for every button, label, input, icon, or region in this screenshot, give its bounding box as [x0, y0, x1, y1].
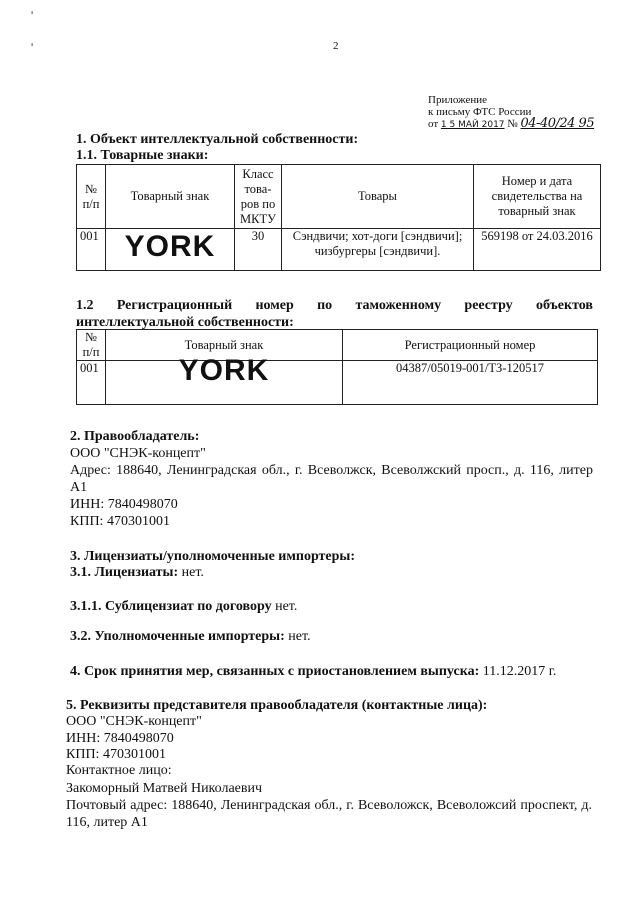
- table-row: [77, 229, 601, 271]
- cell-goods: Сэндвичи; хот-доги [сэндвичи]; чизбургеры [сэндвичи].: [282, 229, 474, 271]
- postal-address: Почтовый адрес: 188640, Ленинградская обл., г. Всеволожск, Всеволожсий проспект, д. 116, литер А1: [66, 798, 592, 830]
- registry-table: [76, 329, 598, 405]
- licensees-label: 3.1. Лицензиаты:: [70, 565, 179, 580]
- section5-heading: 5. Реквизиты представителя правообладателя (контактные лица):: [66, 698, 488, 713]
- trademark-text: YORK: [178, 354, 270, 387]
- appendix-date-line: [428, 118, 594, 131]
- page-number: 2: [333, 40, 339, 52]
- term-line: [70, 663, 556, 680]
- cell-certificate: 569198 от 24.03.2016: [474, 229, 601, 271]
- cell-reg-number: 04387/05019-001/ТЗ-120517: [343, 361, 598, 405]
- col-header-num: № п/п: [77, 165, 106, 229]
- owner-address: Адрес: 188640, Ленинградская обл., г. Всеволжск, Всеволжский просп., д. 116, литер А1: [70, 463, 593, 495]
- col-header-mark: Товарный знак: [106, 165, 235, 229]
- importers-value: нет.: [288, 629, 311, 644]
- contact-person: Закоморный Матвей Николаевич: [66, 781, 263, 796]
- trademarks-table: [76, 164, 601, 271]
- margin-mark: ': [31, 40, 34, 54]
- appendix-line2: к письму ФТС России: [428, 106, 532, 118]
- col-header-num: № п/п: [77, 330, 106, 361]
- cell-num: 001: [77, 361, 106, 405]
- sublicensee-value: нет.: [275, 599, 298, 614]
- section3-heading: 3. Лицензиаты/уполномоченные импортеры:: [70, 549, 356, 564]
- cell-class: 30: [235, 229, 282, 271]
- col-header-reg-number: Регистрационный номер: [343, 330, 598, 361]
- table-header-row: [77, 330, 598, 361]
- owner-inn: ИНН: 7840498070: [70, 497, 178, 512]
- appendix-date-value: 1 5 МАЙ 2017: [440, 120, 505, 130]
- section2-heading: 2. Правообладатель:: [70, 429, 200, 444]
- margin-mark: ': [31, 8, 34, 22]
- col-header-mark: Товарный знак: [106, 330, 343, 361]
- appendix-number-value: 04-40/24 95: [520, 116, 595, 131]
- licensees-value: нет.: [181, 565, 204, 580]
- appendix-line1: Приложение: [428, 94, 488, 106]
- owner-name: ООО "СНЭК-концепт": [70, 446, 206, 461]
- term-label: 4. Срок принятия мер, связанных с приостановлением выпуска:: [70, 664, 480, 679]
- section12-heading: 1.2 Регистрационный номер по таможенному реестру объектов интеллектуальной собственности:: [76, 298, 593, 330]
- appendix-number-prefix: №: [507, 118, 518, 130]
- rep-name: ООО "СНЭК-концепт": [66, 714, 202, 729]
- trademark-york: [106, 354, 343, 405]
- term-value: 11.12.2017 г.: [482, 664, 557, 679]
- cell-num: 001: [77, 229, 106, 271]
- trademark-text: YORK: [124, 230, 216, 263]
- col-header-certificate: Номер и дата свидетельства на товарный знак: [474, 165, 601, 229]
- sublicensee-line: [70, 598, 297, 615]
- rep-inn: ИНН: 7840498070: [66, 731, 174, 746]
- appendix-date-prefix: от: [428, 118, 439, 130]
- owner-kpp: КПП: 470301001: [70, 514, 170, 529]
- table-header-row: [77, 165, 601, 229]
- table-row: [77, 361, 598, 405]
- col-header-class: Класс това-ров по МКТУ: [235, 165, 282, 229]
- importers-line: [70, 628, 311, 645]
- licensees-line: [70, 564, 204, 581]
- section1-heading: 1. Объект интеллектуальной собственности:: [76, 132, 359, 147]
- trademark-york: [106, 229, 235, 271]
- section1-subheading: 1.1. Товарные знаки:: [76, 148, 209, 163]
- rep-kpp: КПП: 470301001: [66, 747, 166, 762]
- importers-label: 3.2. Уполномоченные импортеры:: [70, 629, 285, 644]
- appendix-block: [428, 94, 594, 131]
- sublicensee-label: 3.1.1. Сублицензиат по договору: [70, 599, 272, 614]
- col-header-goods: Товары: [282, 165, 474, 229]
- contact-label: Контактное лицо:: [66, 763, 172, 778]
